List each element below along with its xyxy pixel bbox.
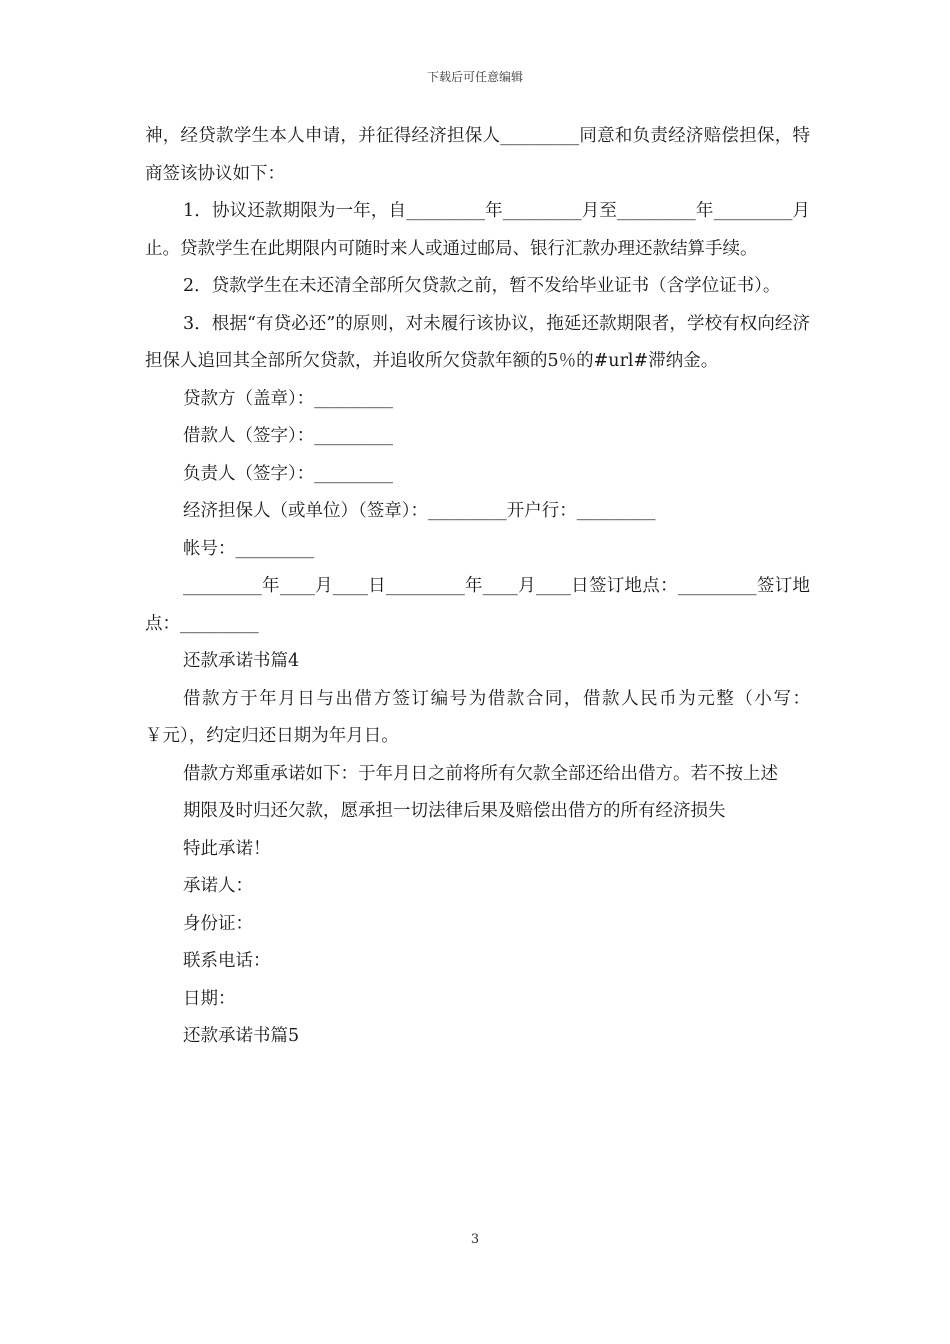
field-phone: 联系电话： — [183, 951, 271, 971]
field-id-card: 身份证： — [183, 913, 253, 934]
field-date: 日期： — [183, 988, 236, 1009]
paragraph-guarantor-intro: 神，经贷款学生本人申请，并征得经济担保人_________同意和负责经济赔偿担保，特商签该协议如下： — [145, 126, 810, 184]
paragraph-liability: 期限及时归还欠款，愿承担一切法律后果及赔偿出借方的所有经济损失 — [183, 801, 726, 821]
account-number-line: 帐号：_________ — [183, 538, 315, 559]
clause-2-diploma-withheld: 2．贷款学生在未还清全部所欠贷款之前，暂不发给毕业证书（含学位证书）。 — [183, 276, 781, 296]
signature-borrower: 借款人（签字）：_________ — [183, 426, 393, 446]
section-heading-5: 还款承诺书篇5 — [183, 1026, 300, 1046]
signature-responsible-person: 负责人（签字）：_________ — [183, 463, 393, 484]
clause-1-repayment-period: 1．协议还款期限为一年，自_________年_________月至_________年_________月止。贷款学生在此期限内可随时来人或通过邮局、银行汇款办理还款结算手续。 — [145, 201, 810, 259]
paragraph-loan-agreement: 借款方于年月日与出借方签订编号为借款合同，借款人民币为元整（小写：￥元），约定归还日期为年月日。 — [145, 688, 810, 746]
commitment-closing: 特此承诺！ — [183, 838, 271, 859]
signature-lender: 贷款方（盖章）：_________ — [183, 388, 393, 409]
document-body — [145, 118, 810, 1056]
clause-3-late-fee: 3．根据“有贷必还”的原则，对未履行该协议，拖延还款期限者，学校有权向经济担保人追回其全部所欠贷款，并追收所欠贷款年额的5％的#url#滞纳金。 — [145, 313, 810, 371]
date-and-place-line: _________年____月____日_________年____月____日签订地点：_________签订地点：_________ — [145, 576, 810, 634]
page-number: 3 — [470, 1232, 480, 1247]
page-header-watermark: 下载后可任意编辑 — [426, 70, 523, 84]
signature-guarantor-bank: 经济担保人（或单位）（签章）：_________开户行：_________ — [183, 501, 656, 521]
section-heading-4: 还款承诺书篇4 — [183, 651, 300, 671]
paragraph-commitment: 借款方郑重承诺如下：于年月日之前将所有欠款全部还给出借方。若不按上述 — [183, 763, 778, 784]
field-promisor: 承诺人： — [183, 876, 253, 896]
